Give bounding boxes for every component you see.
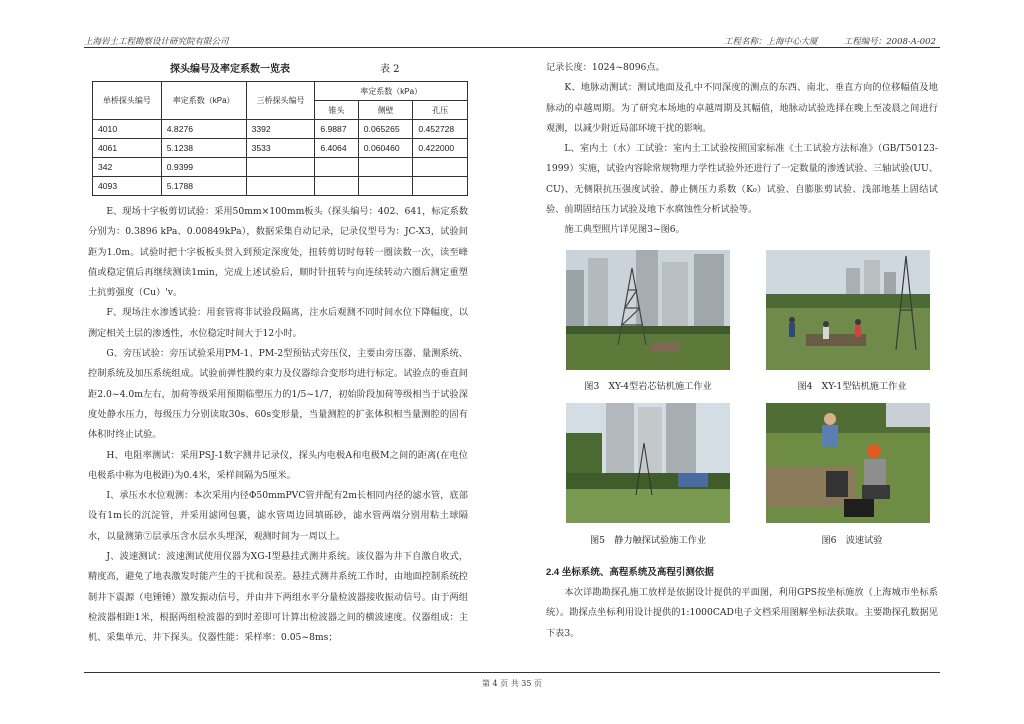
table-cell: 3392 — [246, 120, 315, 139]
table-cell: 0.9399 — [161, 158, 246, 177]
photo-wave-test — [766, 403, 930, 523]
table-cell: 0.065265 — [358, 120, 413, 139]
col-sleeve: 侧壁 — [358, 101, 413, 120]
section-heading: 2.4 坐标系统、高程系统及高程引测依据 — [546, 567, 714, 578]
para-record-length: 记录长度：1024~8096点。 — [546, 62, 665, 73]
table-cell: 342 — [93, 158, 162, 177]
table-cell — [315, 158, 358, 177]
section-paragraph: 本次详勘勘探孔施工放样是依据设计提供的平面图，利用GPS按坐标施放（上海城市坐标系统）。勘探点坐标利用设计提供的1:1000CAD电子文档采用图解坐标法获取。主要勘探孔数据见下表3。 — [546, 587, 938, 639]
photo-xy4-drill — [566, 250, 730, 370]
para-l: L、室内土（水）工试验：室内土工试验按照国家标准《土工试验方法标准》（GB/T50123-1999）实施，试验内容除常规物理力学性试验外还进行了一定数量的渗透试验、三轴试验(UU、CU)、无侧限抗压强度试验、静止侧压力系数（K₀）试验、自膨胀剪试验、浅部地基上固结试验、前期固结压力试验及地下水腐蚀性分析试验等。 — [546, 143, 938, 216]
table-row — [93, 139, 468, 158]
col-pore: 孔压 — [413, 101, 468, 120]
project-name: 工程名称：上海中心大厦 — [724, 37, 818, 47]
company-name: 上海岩土工程勘察设计研究院有限公司 — [84, 37, 229, 47]
table-cell: 4093 — [93, 177, 162, 196]
section-body — [546, 583, 938, 644]
table-cell: 0.060460 — [358, 139, 413, 158]
footer-rule — [84, 672, 940, 673]
table-cell: 0.422000 — [413, 139, 468, 158]
para-h: H、电阻率测试：采用PSJ-1数字测井记录仪，探头内电极A和电极M之间的距离(在电位电极系中称为电极距)为0.4米，采样间隔为5厘米。 — [88, 449, 468, 481]
table-cell: 4061 — [93, 139, 162, 158]
table-cell: 0.452728 — [413, 120, 468, 139]
table-cell — [358, 158, 413, 177]
para-e: E、现场十字板剪切试验：采用50mm×100mm板头（探头编号：402、641，标定系数分别为：0.3896 kPa、0.00849kPa），数据采集自动记录，记录仪型号为：JC-X3，试验间距为1.0m。试验时把十字板板头贯入到预定深度处，扭转剪切时每转一圈读数一次，读至峰值或稳定值后再继续测读1min，完成上述试验后，顺时针扭转与向连续转动六圈后测定重塑土抗剪强度（Cu）'v。 — [88, 206, 469, 299]
table-cell: 4.8276 — [161, 120, 246, 139]
col-probe-single: 单桥探头编号 — [93, 82, 162, 120]
table-row — [93, 177, 468, 196]
table-cell — [246, 177, 315, 196]
project-number: 工程编号：2008-A-002 — [843, 37, 936, 47]
table-cell: 5.1238 — [161, 139, 246, 158]
para-photos-ref: 施工典型照片详见图3~图6。 — [564, 224, 685, 236]
table-row — [93, 158, 468, 177]
table-row — [93, 120, 468, 139]
table-label: 表 2 — [380, 64, 400, 75]
table-title: 探头编号及率定系数一览表 — [170, 64, 290, 75]
para-k: K、地脉动测试：测试地面及孔中不同深度的测点的东西、南北、垂直方向的位移幅值及地脉动的卓越周期。为了研究本场地的卓越周期及其幅值，地脉动试验选择在晚上至凌晨之间进行观测，以减少附近局部环境干扰的影响。 — [546, 82, 938, 134]
col-cone: 锥头 — [315, 101, 358, 120]
para-j: J、波速测试：波速测试使用仪器为XG-I型悬挂式测井系统。该仪器为井下自激自收式，精度高，避免了地表激发时能产生的干扰和误差。悬挂式测井系统工作时，由地面控制系统控制井下震源（电锤锤）激发振动信号，并由井下两组水平分量检波器接收振动信号。由于两组检波器相距1米，根据两组检波器的到时差即可计算出检波器之间的横波速度。仪器组成：主机、采集单元、井下探头。仪器性能：采样率：0.05~8ms； — [88, 551, 468, 644]
table-cell — [413, 158, 468, 177]
para-f: F、现场注水渗透试验：用套管将非试验段隔离，注水后观测不同时间水位下降幅度，以测定相关土层的渗透性，水位稳定时间大于12小时。 — [88, 307, 468, 339]
table-cell — [315, 177, 358, 196]
page-header — [84, 33, 940, 48]
table-cell — [246, 158, 315, 177]
right-column — [546, 58, 938, 241]
caption-fig3: 图3 XY-4型岩芯钻机施工作业 — [584, 381, 712, 392]
table-cell: 6.9887 — [315, 120, 358, 139]
caption-fig4: 图4 XY-1型钻机施工作业 — [797, 381, 907, 392]
col-probe-double: 三桥探头编号 — [246, 82, 315, 120]
photo-cpt-test — [566, 403, 730, 523]
table-cell: 3533 — [246, 139, 315, 158]
table-cell — [413, 177, 468, 196]
page-number: 第 4 页 共 35 页 — [482, 679, 542, 688]
caption-fig5: 图5 静力触探试验施工作业 — [589, 535, 707, 546]
col-coef-kpa: 率定系数（kPa） — [161, 82, 246, 120]
probe-coefficient-table — [92, 81, 468, 196]
left-column — [88, 202, 468, 649]
table-cell: 5.1788 — [161, 177, 246, 196]
table-cell: 4010 — [93, 120, 162, 139]
para-i: I、承压水水位观测：本次采用内径Φ50mmPVC管并配有2m长相同内径的滤水管，底部设有1m长的沉淀管，并采用滤网包裹，滤水管周边回填砾砂，滤水管两端分别用粘土球隔水，以量测第⑦层承压含水层水头埋深，观测时间为一周以上。 — [88, 490, 468, 542]
photo-xy1-drill — [766, 250, 930, 370]
para-g: G、旁压试验：旁压试验采用PM-1、PM-2型预钻式旁压仪，主要由旁压器、量测系统、控制系统及加压系统组成。试验前弹性膜约束力及仪器综合变形均进行标定。试验点的垂直间距2.0~4.0m左右，加荷等级采用预期临塑压力的1/5~1/7，初始阶段加荷等级相当于试验深度处静水压力，每级压力分别读取30s、60s变形量，当量测腔的扩张体积相当量测腔的固有体积时终止试验。 — [88, 348, 468, 441]
caption-fig6: 图6 波速试验 — [821, 535, 883, 546]
table-cell: 6.4064 — [315, 139, 358, 158]
table-cell — [358, 177, 413, 196]
col-coef-group: 率定系数（kPa） — [315, 82, 468, 101]
